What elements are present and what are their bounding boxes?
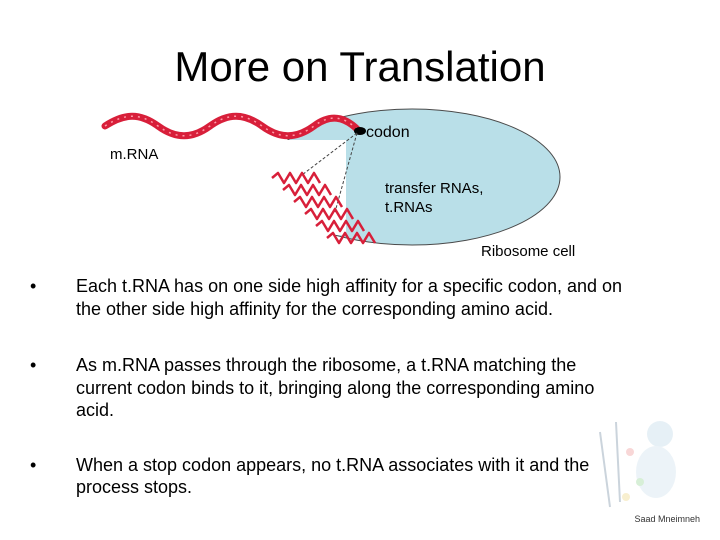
author-credit: Saad Mneimneh [634, 514, 700, 524]
bullet-marker: • [30, 454, 37, 475]
ribosome-label: Ribosome cell [481, 243, 576, 260]
bullet-marker: • [30, 355, 37, 375]
slide-title: More on Translation [174, 43, 546, 90]
bullet-text-line: acid. [76, 400, 115, 420]
trna-label-line-1: transfer RNAs, [385, 180, 484, 197]
decorative-illustration [590, 412, 690, 517]
codon-label: codon [366, 124, 410, 141]
bullet-text-line: the other side high affinity for the corresponding amino acid. [76, 298, 553, 319]
mrna-label: m.RNA [110, 146, 159, 163]
faded-character-illustration [590, 412, 690, 517]
bullet-marker: • [30, 276, 37, 296]
trna-label-line-2: t.RNAs [385, 199, 433, 216]
bullet-text-line: current codon binds to it, bringing along the corresponding amino [76, 377, 595, 398]
bullet-item-1 [30, 275, 700, 320]
bullet-text-line: As m.RNA passes through the ribosome, a t.RNA matching the [76, 355, 577, 375]
bullet-text-line: process stops. [76, 477, 193, 497]
trna-label [385, 179, 483, 217]
bullet-text-line: When a stop codon appears, no t.RNA associates with it and the [76, 454, 590, 475]
bullet-text-line: Each t.RNA has on one side high affinity for a specific codon, and on [76, 276, 623, 296]
